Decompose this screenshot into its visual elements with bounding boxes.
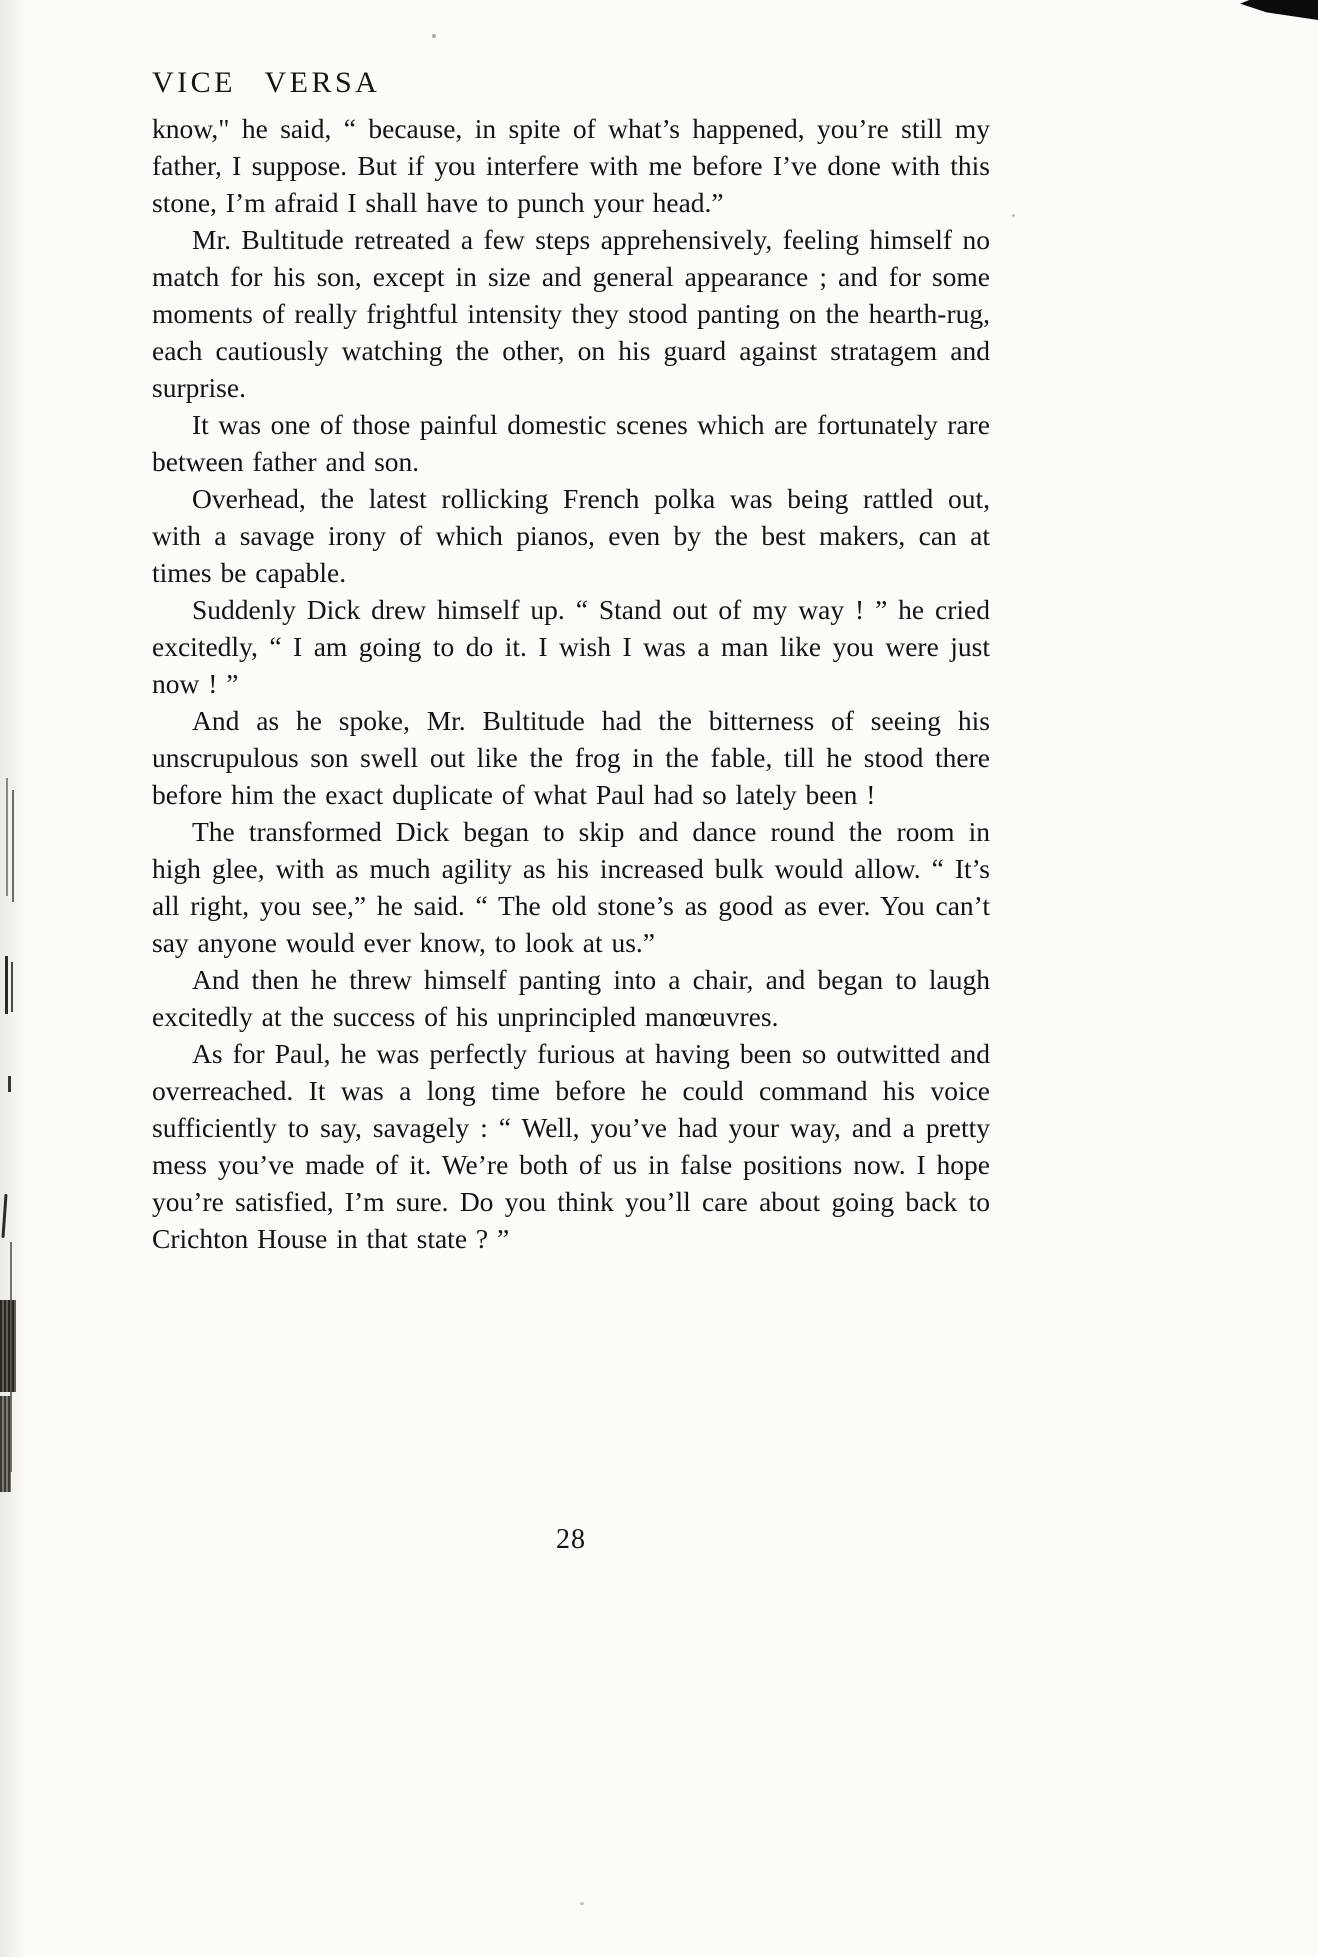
page-number: 28 <box>556 1524 586 1555</box>
scan-artifact-left-line <box>5 956 8 1014</box>
paragraph: The transformed Dick began to skip and dance round the room in high glee, with as much agility as his increased bulk would allow. “ It’s all right, you see,” he said. “ The old stone’s as good as ever. You can’t say anyone would ever know, to look at us.” <box>152 816 990 958</box>
paragraph: Overhead, the latest rollicking French polka was being rattled out, with a savage irony of which pianos, even by the best makers, can at times be capable. <box>152 483 990 588</box>
paragraph: know," he said, “ because, in spite of what’s happened, you’re still my father, I suppose. But if you interfere with me before I’ve done with this stone, I’m afraid I shall have to punch your head.” <box>152 113 990 218</box>
scan-artifact-speck <box>432 34 436 38</box>
paragraph: Suddenly Dick drew himself up. “ Stand out of my way ! ” he cried excitedly, “ I am going to do it. I wish I was a man like you were just now ! ” <box>152 594 990 699</box>
scan-artifact-binding-smudge <box>0 1300 16 1392</box>
scan-artifact-corner <box>1240 0 1318 20</box>
scan-artifact-binding-smudge <box>0 1396 11 1492</box>
scan-artifact-left-line <box>11 962 13 1012</box>
scan-artifact-speck <box>1012 214 1015 217</box>
paragraph: It was one of those painful domestic scenes which are fortunately rare between father and son. <box>152 409 990 477</box>
page-text-block <box>152 110 990 1257</box>
scan-artifact-left-line <box>12 790 14 902</box>
scan-artifact-speck <box>580 1902 584 1905</box>
running-header: VICE VERSA <box>152 66 381 99</box>
paragraph: As for Paul, he was perfectly furious at having been so outwitted and overreached. It was a long time before he could command his voice sufficiently to say, savagely : “ Well, you’ve had your way, and a pretty mess you’ve made of it. We’re both of us in false positions now. I hope you’re satisfied, I’m sure. Do you think you’ll care about going back to Crichton House in that state ? ” <box>152 1038 990 1254</box>
paragraph: Mr. Bultitude retreated a few steps apprehensively, feeling himself no match for his son, except in size and general appearance ; and for some moments of really frightful intensity they stood panting on the hearth-rug, each cautiously watching the other, on his guard against stratagem and surprise. <box>152 224 990 403</box>
scan-artifact-left-mark <box>1 1194 7 1238</box>
paragraph: And then he threw himself panting into a chair, and began to laugh excitedly at the success of his unprincipled manœuvres. <box>152 964 990 1032</box>
scan-artifact-left-line <box>10 1242 12 1472</box>
scan-artifact-left-line <box>8 1076 11 1092</box>
paragraph: And as he spoke, Mr. Bultitude had the bitterness of seeing his unscrupulous son swell out like the frog in the fable, till he stood there before him the exact duplicate of what Paul had so lately been ! <box>152 705 990 810</box>
scan-artifact-left-line <box>6 778 8 896</box>
